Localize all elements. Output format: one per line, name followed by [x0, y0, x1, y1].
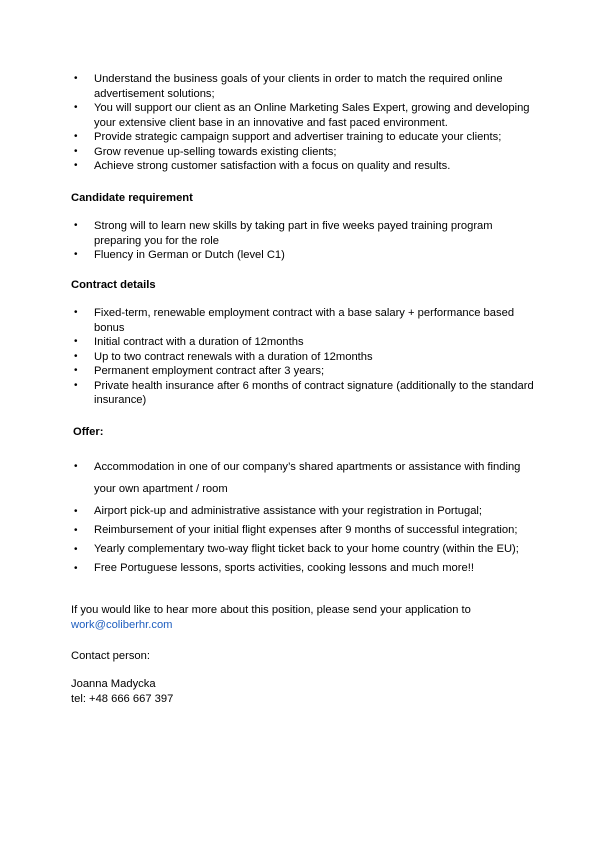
bullet-icon: •: [74, 307, 78, 318]
list-item: • Fluency in German or Dutch (level C1): [74, 249, 285, 261]
list-item: • You will support our client as an Online Marketing Sales Expert, growing and developing your extensive client base in an innovative and fast paced environment.: [74, 102, 530, 129]
contract-details-heading: Contract details: [71, 279, 156, 291]
contact-details: [71, 677, 541, 707]
bullet-icon: •: [74, 506, 78, 517]
list-item: • Initial contract with a duration of 12months: [74, 336, 304, 348]
contact-phone: tel: +48 666 667 397: [71, 693, 174, 705]
bullet-icon: •: [74, 131, 78, 142]
candidate-requirement-heading: Candidate requirement: [71, 192, 193, 204]
list-item: • Reimbursement of your initial flight expenses after 9 months of successful integration;: [0, 521, 600, 540]
contract-details-list: [0, 306, 600, 408]
bullet-icon: •: [74, 73, 78, 84]
bullet-icon: •: [74, 350, 78, 362]
bullet-icon: •: [74, 461, 78, 472]
list-item: • Private health insurance after 6 months of contract signature (additionally to the standard insurance): [74, 379, 534, 406]
candidate-requirement-list: [0, 219, 600, 263]
contact-name: Joanna Madycka: [71, 678, 156, 690]
application-text: If you would like to hear more about this position, please send your application to: [71, 604, 471, 616]
list-item: • Free Portuguese lessons, sports activities, cooking lessons and much more!!: [0, 559, 600, 578]
offer-heading: Offer:: [73, 426, 104, 438]
list-item: • Strong will to learn new skills by taking part in five weeks payed training program preparing you for the role: [74, 220, 493, 247]
list-item: • Yearly complementary two-way flight ticket back to your home country (within the EU);: [0, 540, 600, 559]
list-item: • Fixed-term, renewable employment contract with a base salary + performance based bonus: [74, 307, 515, 334]
contact-person-label: Contact person:: [71, 650, 150, 662]
bullet-icon: •: [74, 525, 78, 536]
responsibilities-list: [0, 72, 600, 174]
bullet-icon: •: [74, 220, 78, 231]
list-item: • Achieve strong customer satisfaction with a focus on quality and results.: [74, 160, 451, 172]
list-item: • Up to two contract renewals with a duration of 12months: [74, 350, 373, 363]
list-item: • Provide strategic campaign support and advertiser training to educate your clients;: [74, 131, 502, 143]
list-item: • Grow revenue up-selling towards existing clients;: [74, 145, 337, 158]
list-item: • Accommodation in one of our company’s shared apartments or assistance with finding your own apartment / room: [0, 456, 600, 500]
list-item: • Airport pick-up and administrative assistance with your registration in Portugal;: [0, 502, 600, 521]
bullet-icon: •: [74, 145, 78, 157]
email-link[interactable]: work@coliberhr.com: [71, 619, 173, 631]
application-instructions: [71, 603, 541, 633]
bullet-icon: •: [74, 160, 78, 171]
bullet-icon: •: [74, 379, 78, 391]
bullet-icon: •: [74, 544, 78, 555]
list-item: • Permanent employment contract after 3 years;: [74, 365, 325, 377]
bullet-icon: •: [74, 249, 78, 260]
bullet-icon: •: [74, 563, 78, 574]
list-item: • Understand the business goals of your clients in order to match the required online advertisement solutions;: [74, 73, 503, 100]
bullet-icon: •: [74, 336, 78, 347]
offer-list: [0, 456, 600, 578]
bullet-icon: •: [74, 365, 78, 376]
bullet-icon: •: [74, 102, 78, 113]
